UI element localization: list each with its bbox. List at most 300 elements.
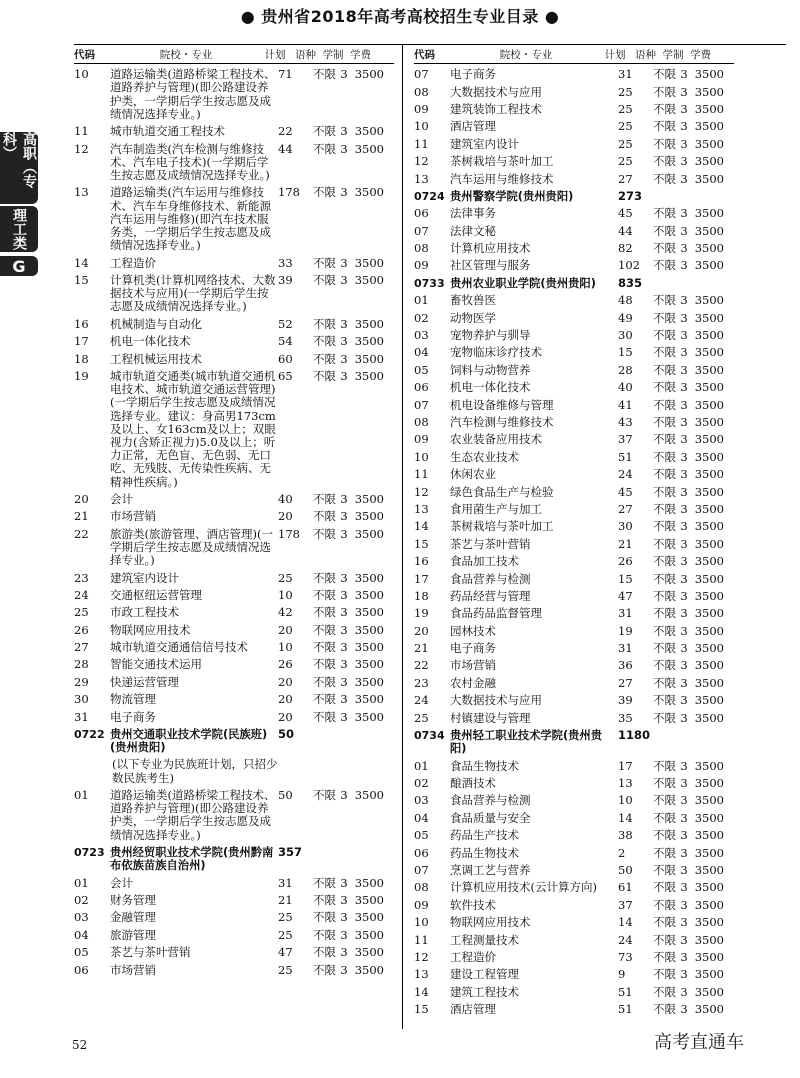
language: 不限 — [653, 345, 676, 360]
language: 不限 — [653, 258, 676, 273]
table-row — [414, 294, 734, 307]
major-code: 20 — [414, 623, 429, 638]
major-code: 08 — [414, 880, 429, 895]
major-name: 市场营销 — [110, 509, 156, 524]
language: 不限 — [653, 793, 676, 808]
major-name: 市场营销 — [450, 658, 496, 673]
plan-count: 31 — [618, 641, 633, 656]
major-code: 16 — [74, 316, 89, 331]
years: 3 — [680, 258, 688, 273]
major-code: 28 — [74, 657, 89, 672]
tuition-fee: 3500 — [354, 622, 384, 637]
major-code: 25 — [414, 710, 429, 725]
tuition-fee: 3500 — [694, 171, 724, 186]
years: 3 — [340, 945, 348, 960]
plan-count: 14 — [618, 810, 633, 825]
major-name: 宠物临床诊疗技术 — [450, 345, 542, 360]
table-row — [414, 968, 734, 981]
years: 3 — [680, 310, 688, 325]
tuition-fee: 3500 — [354, 255, 384, 270]
table-row — [414, 794, 734, 807]
language: 不限 — [313, 692, 336, 707]
table-row — [74, 186, 394, 252]
major-code: 20 — [74, 491, 89, 506]
years: 3 — [680, 397, 688, 412]
major-name: 食品营养与检测 — [450, 571, 531, 586]
plan-count: 21 — [618, 536, 633, 551]
major-code: 11 — [74, 124, 89, 139]
major-name: 金融管理 — [110, 910, 156, 925]
plan-count: 40 — [278, 491, 293, 506]
years: 3 — [340, 893, 348, 908]
language: 不限 — [653, 862, 676, 877]
major-name: 电子商务 — [450, 641, 496, 656]
tuition-fee: 3500 — [354, 272, 384, 287]
major-name: 汽车检测与维修技术 — [450, 415, 554, 429]
tuition-fee: 3500 — [694, 658, 724, 673]
tuition-fee: 3500 — [694, 1002, 724, 1017]
years: 3 — [340, 875, 348, 890]
major-name: 工程造价 — [110, 255, 156, 270]
tuition-fee: 3500 — [354, 709, 384, 724]
tuition-fee: 3500 — [354, 368, 384, 383]
plan-count: 51 — [618, 449, 633, 464]
tuition-fee: 3500 — [694, 810, 724, 825]
table-row — [414, 642, 734, 655]
years: 3 — [680, 328, 688, 343]
tuition-fee: 3500 — [694, 241, 724, 256]
language: 不限 — [313, 272, 336, 287]
tuition-fee: 3500 — [694, 415, 724, 429]
tuition-fee: 3500 — [694, 932, 724, 947]
table-row — [74, 589, 394, 602]
table-row — [414, 712, 734, 725]
language: 不限 — [653, 362, 676, 377]
major-name: 酒店管理 — [450, 119, 496, 134]
major-name: 旅游管理 — [110, 927, 156, 942]
years: 3 — [340, 910, 348, 925]
plan-count: 15 — [618, 345, 633, 360]
major-name: 电子商务 — [110, 709, 156, 724]
school-code: 0723 — [74, 846, 105, 860]
plan-count: 21 — [278, 893, 293, 908]
major-name: 道路运输类(道路桥梁工程技术、道路养护与管理)(即公路建设养护类，一学期后学生按志愿及成绩情况选择专业。) — [110, 788, 276, 842]
years: 3 — [680, 967, 688, 982]
school-name: 贵州经贸职业技术学院(贵州黔南布依族苗族自治州) — [110, 846, 274, 873]
major-name: 茶艺与茶叶营销 — [110, 945, 191, 960]
table-row — [414, 916, 734, 929]
major-code: 14 — [74, 255, 89, 270]
left-column — [74, 48, 394, 977]
years: 3 — [680, 623, 688, 638]
major-name: 计算机类(计算机网络技术、大数据技术与应用)(一学期后学生按志愿及成绩情况选择专业。) — [110, 272, 276, 314]
language: 不限 — [653, 380, 676, 395]
table-row — [74, 877, 394, 890]
major-name: 计算机应用技术(云计算方向) — [450, 880, 597, 895]
years: 3 — [340, 570, 348, 585]
major-code: 21 — [414, 641, 429, 656]
language: 不限 — [653, 967, 676, 982]
major-name: 工程机械运用技术 — [110, 351, 202, 366]
language: 不限 — [313, 368, 336, 383]
years: 3 — [680, 380, 688, 395]
major-code: 11 — [414, 932, 429, 947]
table-row — [414, 934, 734, 947]
plan-count: 102 — [618, 258, 640, 273]
language: 不限 — [313, 141, 336, 156]
major-code: 12 — [74, 141, 89, 156]
header-years: 学制 — [662, 49, 684, 61]
plan-count: 49 — [618, 310, 633, 325]
school-plan: 357 — [278, 845, 303, 860]
language: 不限 — [313, 351, 336, 366]
major-code: 15 — [74, 272, 89, 287]
plan-count: 178 — [278, 185, 300, 200]
plan-count: 25 — [618, 84, 633, 99]
major-name: 道路运输类(道路桥梁工程技术、道路养护与管理)(即公路建设养护类，一学期后学生按志愿及成绩情况选择专业。) — [110, 67, 276, 121]
tuition-fee: 3500 — [694, 710, 724, 725]
table-row — [414, 538, 734, 551]
tuition-fee: 3500 — [694, 845, 724, 860]
major-code: 13 — [414, 501, 429, 516]
tuition-fee: 3500 — [694, 258, 724, 273]
plan-count: 31 — [278, 875, 293, 890]
years: 3 — [680, 588, 688, 603]
language: 不限 — [313, 185, 336, 200]
plan-count: 60 — [278, 351, 293, 366]
table-row — [74, 528, 394, 568]
major-code: 26 — [74, 622, 89, 637]
header-code: 代码 — [74, 49, 95, 61]
major-name: 建筑装饰工程技术 — [450, 101, 542, 116]
plan-count: 20 — [278, 509, 293, 524]
major-name: 药品生产技术 — [450, 828, 519, 843]
tuition-fee: 3500 — [694, 793, 724, 808]
plan-count: 25 — [278, 962, 293, 977]
major-name: 会计 — [110, 491, 133, 506]
language: 不限 — [653, 932, 676, 947]
major-name: 社区管理与服务 — [450, 258, 531, 273]
major-name: 智能交通技术运用 — [110, 657, 202, 672]
years: 3 — [680, 67, 688, 82]
major-name: 食品质量与安全 — [450, 810, 531, 825]
major-name: 物流管理 — [110, 692, 156, 707]
plan-count: 39 — [278, 272, 293, 287]
major-name: 食品药品监督管理 — [450, 606, 542, 621]
years: 3 — [680, 119, 688, 134]
table-row — [74, 789, 394, 842]
years: 3 — [680, 658, 688, 673]
major-code: 03 — [414, 328, 429, 343]
major-code: 04 — [414, 810, 429, 825]
table-row — [74, 911, 394, 924]
major-code: 29 — [74, 674, 89, 689]
school-name: 贵州农业职业学院(贵州贵阳) — [450, 276, 596, 290]
major-code: 15 — [414, 536, 429, 551]
major-name: 汽车运用与维修技术 — [450, 171, 554, 186]
major-name: 食品生物技术 — [450, 758, 519, 773]
table-row — [414, 520, 734, 533]
language: 不限 — [313, 526, 336, 541]
table-row — [74, 257, 394, 270]
tuition-fee: 3500 — [354, 962, 384, 977]
school-code: 0733 — [414, 276, 445, 290]
major-code: 08 — [414, 241, 429, 256]
plan-count: 40 — [618, 380, 633, 395]
tuition-fee: 3500 — [694, 362, 724, 377]
language: 不限 — [313, 124, 336, 139]
language: 不限 — [653, 223, 676, 238]
language: 不限 — [653, 1002, 676, 1017]
tuition-fee: 3500 — [694, 967, 724, 982]
language: 不限 — [313, 605, 336, 620]
language: 不限 — [653, 432, 676, 447]
years: 3 — [340, 255, 348, 270]
plan-count: 25 — [278, 927, 293, 942]
header-name: 院校・专业 — [159, 49, 213, 61]
major-name: 电子商务 — [450, 67, 496, 82]
school-plan: 273 — [618, 188, 643, 203]
tuition-fee: 3500 — [694, 880, 724, 895]
major-name: 计算机应用技术 — [450, 241, 531, 256]
table-row — [74, 929, 394, 942]
language: 不限 — [653, 641, 676, 656]
major-name: 药品经营与管理 — [450, 588, 531, 603]
language: 不限 — [313, 334, 336, 349]
major-code: 14 — [414, 519, 429, 534]
major-code: 07 — [414, 397, 429, 412]
language: 不限 — [653, 693, 676, 708]
years: 3 — [680, 758, 688, 773]
header-fee: 学费 — [350, 49, 371, 61]
years: 3 — [340, 272, 348, 287]
table-row — [414, 607, 734, 620]
plan-count: 10 — [618, 793, 633, 808]
plan-count: 27 — [618, 675, 633, 690]
major-name: 物联网应用技术 — [450, 915, 531, 930]
years: 3 — [680, 362, 688, 377]
years: 3 — [680, 949, 688, 964]
tuition-fee: 3500 — [354, 945, 384, 960]
language: 不限 — [653, 915, 676, 930]
major-code: 19 — [74, 368, 89, 383]
tuition-fee: 3500 — [354, 570, 384, 585]
tuition-fee: 3500 — [694, 693, 724, 708]
major-code: 23 — [414, 675, 429, 690]
table-row — [414, 399, 734, 412]
major-name: 汽车制造类(汽车检测与维修技术、汽车电子技术)(一学期后学生按志愿及成绩情况选择专业。) — [110, 141, 270, 182]
table-row — [414, 881, 734, 894]
table-row — [414, 468, 734, 481]
years: 3 — [680, 710, 688, 725]
tuition-fee: 3500 — [354, 875, 384, 890]
language: 不限 — [653, 949, 676, 964]
years: 3 — [680, 915, 688, 930]
plan-count: 48 — [618, 293, 633, 308]
tuition-fee: 3500 — [354, 316, 384, 331]
table-row — [74, 641, 394, 654]
tuition-fee: 3500 — [694, 293, 724, 308]
language: 不限 — [313, 910, 336, 925]
major-name: 烹调工艺与营养 — [450, 862, 531, 877]
header-plan: 计划 — [604, 49, 626, 61]
years: 3 — [680, 554, 688, 569]
tuition-fee: 3500 — [694, 449, 724, 464]
years: 3 — [680, 606, 688, 621]
years: 3 — [340, 316, 348, 331]
language: 不限 — [653, 310, 676, 325]
language: 不限 — [653, 554, 676, 569]
major-name: 食品加工技术 — [450, 554, 519, 569]
language: 不限 — [653, 675, 676, 690]
table-row — [74, 606, 394, 619]
tuition-fee: 3500 — [694, 380, 724, 395]
language: 不限 — [653, 897, 676, 912]
major-name: 茶艺与茶叶营销 — [450, 536, 531, 551]
table-row — [414, 986, 734, 999]
major-code: 08 — [414, 84, 429, 99]
plan-count: 51 — [618, 1002, 633, 1017]
plan-count: 54 — [278, 334, 293, 349]
tuition-fee: 3500 — [694, 536, 724, 551]
language: 不限 — [313, 67, 336, 82]
major-name: 茶树栽培与茶叶加工 — [450, 519, 554, 534]
table-row — [74, 125, 394, 138]
tuition-fee: 3500 — [354, 141, 384, 156]
years: 3 — [340, 587, 348, 602]
years: 3 — [340, 692, 348, 707]
plan-count: 50 — [618, 862, 633, 877]
school-name: 贵州警察学院(贵州贵阳) — [450, 189, 574, 203]
major-name: 大数据技术与应用 — [450, 84, 542, 99]
major-code: 25 — [74, 605, 89, 620]
years: 3 — [680, 241, 688, 256]
language: 不限 — [653, 101, 676, 116]
years: 3 — [340, 509, 348, 524]
years: 3 — [680, 571, 688, 586]
tuition-fee: 3500 — [694, 758, 724, 773]
table-row — [414, 242, 734, 255]
plan-count: 22 — [278, 124, 293, 139]
table-row — [414, 573, 734, 586]
years: 3 — [340, 640, 348, 655]
language: 不限 — [313, 587, 336, 602]
header-code: 代码 — [414, 49, 435, 61]
plan-count: 35 — [618, 710, 633, 725]
plan-count: 38 — [618, 828, 633, 843]
language: 不限 — [653, 119, 676, 134]
years: 3 — [340, 351, 348, 366]
major-code: 18 — [74, 351, 89, 366]
major-code: 06 — [414, 380, 429, 395]
years: 3 — [680, 101, 688, 116]
tuition-fee: 3500 — [354, 788, 384, 803]
years: 3 — [340, 334, 348, 349]
years: 3 — [680, 293, 688, 308]
major-name: 道路运输类(汽车运用与维修技术、汽车车身维修技术、新能源汽车运用与维修)(即汽车技术服务类，一学期后学生按志愿及成绩情况选择专业。) — [110, 185, 271, 253]
major-name: 大数据技术与应用 — [450, 693, 542, 708]
tuition-fee: 3500 — [354, 640, 384, 655]
major-name: 市政工程技术 — [110, 605, 179, 620]
major-code: 30 — [74, 692, 89, 707]
tuition-fee: 3500 — [694, 641, 724, 656]
plan-count: 27 — [618, 171, 633, 186]
major-name: 建筑工程技术 — [450, 984, 519, 999]
major-code: 01 — [414, 758, 429, 773]
years: 3 — [340, 185, 348, 200]
major-name: 快递运营管理 — [110, 674, 179, 689]
table-row — [414, 138, 734, 151]
tuition-fee: 3500 — [694, 223, 724, 238]
table-row — [74, 894, 394, 907]
plan-count: 20 — [278, 709, 293, 724]
language: 不限 — [653, 67, 676, 82]
language: 不限 — [653, 606, 676, 621]
years: 3 — [680, 984, 688, 999]
years: 3 — [680, 932, 688, 947]
major-code: 12 — [414, 484, 429, 499]
table-row — [414, 625, 734, 638]
language: 不限 — [313, 255, 336, 270]
tuition-fee: 3500 — [694, 915, 724, 930]
table-row — [414, 760, 734, 773]
plan-count: 25 — [618, 119, 633, 134]
table-row — [414, 381, 734, 394]
years: 3 — [340, 788, 348, 803]
table-row — [74, 493, 394, 506]
major-code: 02 — [414, 776, 429, 791]
language: 不限 — [313, 622, 336, 637]
major-code: 13 — [414, 171, 429, 186]
major-name: 食用菌生产与加工 — [450, 501, 542, 516]
major-name: 村镇建设与管理 — [450, 710, 531, 725]
major-name: 法律事务 — [450, 206, 496, 221]
major-name: 城市轨道交通通信信号技术 — [110, 640, 248, 655]
years: 3 — [340, 927, 348, 942]
years: 3 — [340, 605, 348, 620]
major-name: 休闲农业 — [450, 467, 496, 482]
language: 不限 — [653, 397, 676, 412]
years: 3 — [680, 880, 688, 895]
table-row — [414, 694, 734, 707]
table-row — [414, 659, 734, 672]
major-code: 23 — [74, 570, 89, 585]
years: 3 — [340, 124, 348, 139]
plan-count: 24 — [618, 932, 633, 947]
major-code: 12 — [414, 154, 429, 169]
major-code: 10 — [414, 915, 429, 930]
major-name: 工程造价 — [450, 949, 496, 964]
major-code: 07 — [414, 223, 429, 238]
years: 3 — [680, 828, 688, 843]
plan-count: 30 — [618, 328, 633, 343]
tuition-fee: 3500 — [354, 509, 384, 524]
plan-count: 25 — [618, 101, 633, 116]
plan-count: 44 — [618, 223, 633, 238]
school-row — [74, 728, 394, 754]
table-row — [74, 711, 394, 724]
major-code: 17 — [74, 334, 89, 349]
major-code: 09 — [414, 432, 429, 447]
major-code: 17 — [414, 571, 429, 586]
tuition-fee: 3500 — [694, 484, 724, 499]
years: 3 — [340, 368, 348, 383]
tuition-fee: 3500 — [694, 519, 724, 534]
language: 不限 — [313, 509, 336, 524]
tuition-fee: 3500 — [694, 310, 724, 325]
school-code: 0724 — [414, 189, 445, 203]
header-lang: 语种 — [295, 49, 316, 61]
